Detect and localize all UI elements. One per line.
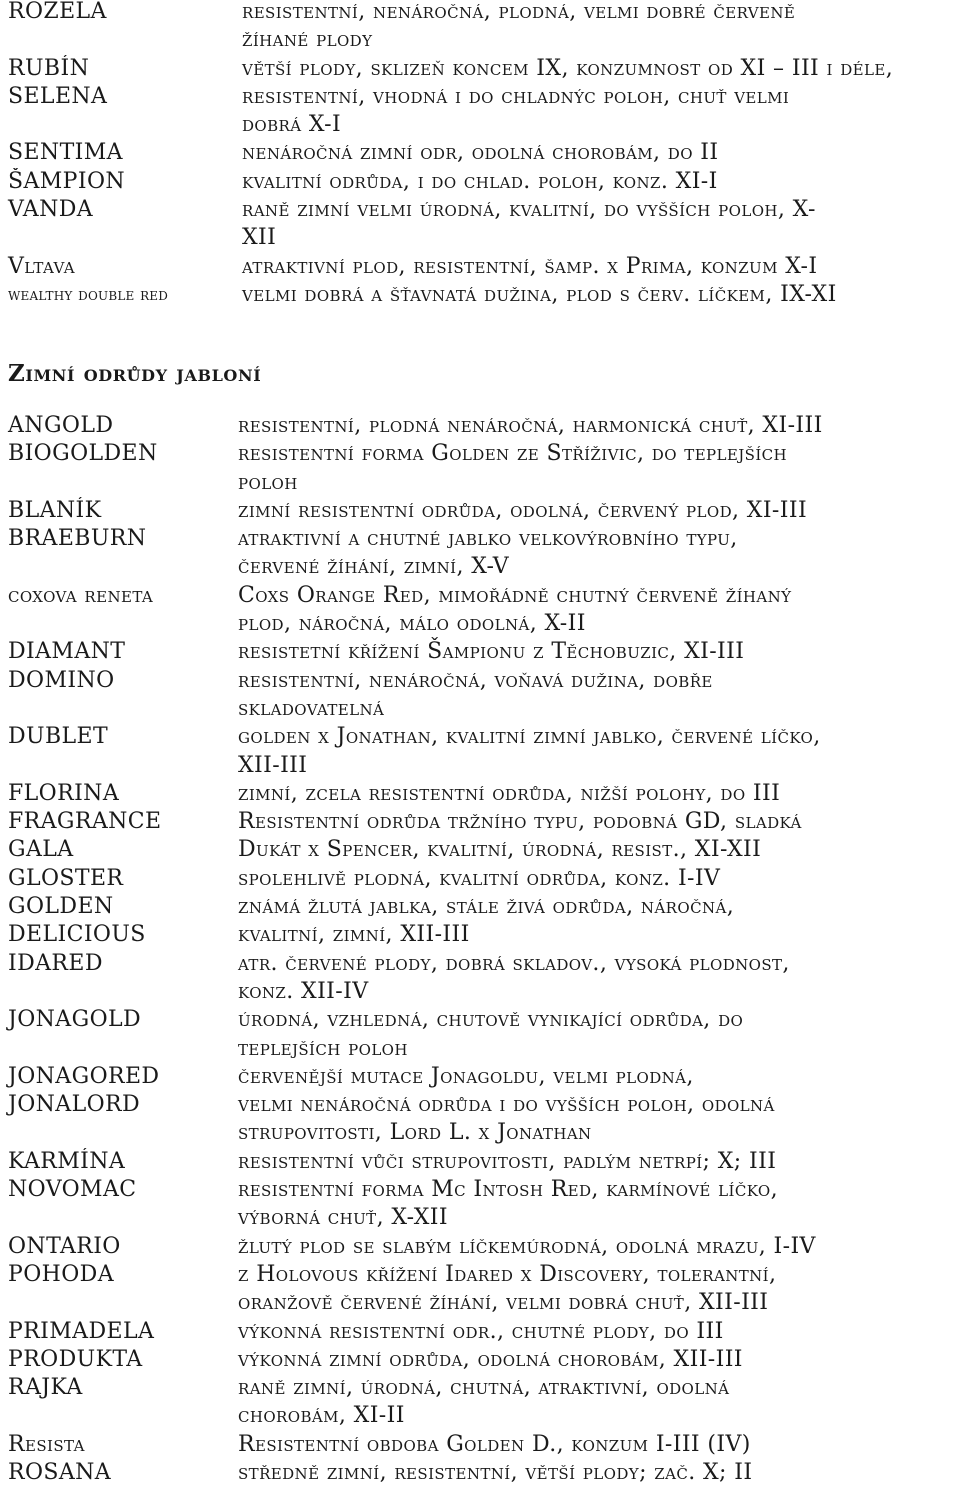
list-item [0, 780, 960, 808]
variety-description: větší plody, sklizeň koncem IX, konzumnost od XI – III i déle, [242, 55, 894, 81]
list-item [0, 1063, 960, 1091]
variety-description: velmi dobrá a šťavnatá dužina, plod s červ. líčkem, IX-XI [242, 281, 837, 307]
variety-name: coxova reneta [8, 582, 154, 608]
variety-description: atr. červené plody, dobrá skladov., vysoká plodnost, konz. XII-IV [238, 950, 790, 1004]
variety-name: ONTARIO [8, 1233, 121, 1259]
variety-description: atraktivní plod, resistentní, šamp. x Prima, konzum X-I [242, 253, 818, 279]
variety-name: RAJKA [8, 1375, 83, 1401]
list-item [0, 497, 960, 525]
variety-name: ŠAMPION [8, 168, 126, 194]
variety-name: POHODA [8, 1261, 114, 1287]
list-item [0, 168, 960, 196]
list-item [0, 1459, 960, 1487]
list-item [0, 1148, 960, 1176]
variety-description: resistentní, nenáročná, plodná, velmi dobré červeně žíhané plody [242, 0, 796, 53]
variety-name: DUBLET [8, 724, 109, 750]
variety-description: raně zimní, úrodná, chutná, atraktivní, odolná chorobám, XI-II [238, 1375, 730, 1429]
list-item [0, 893, 960, 921]
list-item [0, 1233, 960, 1261]
variety-description: golden x Jonathan, kvalitní zimní jablko, červené líčko, XII-III [238, 724, 821, 778]
variety-name: GOLDEN [8, 894, 114, 920]
list-item [0, 1431, 960, 1459]
variety-description: resistentní vůči strupovitosti, padlým netrpí; X; III [238, 1148, 777, 1174]
variety-name: VANDA [8, 197, 94, 223]
list-item [0, 1091, 960, 1148]
variety-description: Dukát x Spencer, kvalitní, úrodná, resist., XI-XII [238, 837, 762, 863]
variety-description: Coxs Orange Red, mimořádně chutný červeně žíhaný plod, náročná, málo odolná, X-II [238, 582, 792, 637]
variety-description: výkonná resistentní odr., chutné plody, do III [238, 1318, 724, 1344]
variety-description: známá žlutá jablka, stále živá odrůda, náročná, [238, 894, 735, 920]
list-item [0, 525, 960, 582]
variety-description: spolehlivě plodná, kvalitní odrůda, konz. I-IV [238, 865, 721, 891]
list-item [0, 667, 960, 724]
variety-description: úrodná, vzhledná, chutově vynikající odrůda, do teplejších poloh [238, 1007, 744, 1061]
variety-description: resistentní, vhodná i do chladnýc poloh, chuť velmi dobrá X-I [242, 83, 790, 138]
variety-name: JONALORD [8, 1092, 141, 1118]
variety-description: atraktivní a chutné jablko velkovýrobního typu, červené žíhání, zimní, X-V [238, 526, 738, 580]
list-item [0, 921, 960, 949]
variety-description: raně zimní velmi úrodná, kvalitní, do vyšších poloh, X- XII [242, 197, 816, 251]
list-item [0, 1346, 960, 1374]
list-item [0, 865, 960, 893]
variety-name: DELICIOUS [8, 922, 146, 948]
variety-name: NOVOMAC [8, 1177, 137, 1203]
variety-name: GALA [8, 837, 74, 863]
variety-name: GLOSTER [8, 865, 124, 891]
variety-name: BRAEBURN [8, 526, 147, 552]
variety-description: červenější mutace Jonagoldu, velmi plodná, [238, 1063, 694, 1089]
variety-name: Resista [8, 1431, 85, 1457]
variety-name: BIOGOLDEN [8, 441, 158, 467]
variety-name: ROZELA [8, 0, 107, 24]
list-item [0, 638, 960, 666]
variety-description: nenáročná zimní odr, odolná chorobám, do II [242, 140, 719, 166]
variety-name: DOMINO [8, 667, 115, 693]
variety-description: resistetní křížení Šampionu z Těchobuzic, XI-III [238, 639, 745, 665]
variety-name: JONAGORED [8, 1063, 160, 1089]
list-item [0, 1318, 960, 1346]
variety-description: zimní resistentní odrůda, odolná, červený plod, XI-III [238, 497, 808, 523]
list-item [0, 723, 960, 780]
variety-description: kvalitní odrůda, i do chlad. poloh, konz. XI-I [242, 168, 718, 194]
variety-name: IDARED [8, 950, 103, 976]
list-item [0, 281, 960, 309]
list-item [0, 196, 960, 253]
variety-name: PRODUKTA [8, 1346, 143, 1372]
variety-name: BLANÍK [8, 497, 102, 523]
variety-name: SENTIMA [8, 140, 123, 166]
list-item [0, 440, 960, 497]
variety-name: FRAGRANCE [8, 809, 162, 835]
variety-name: ANGOLD [8, 413, 114, 438]
list-item [0, 1374, 960, 1431]
variety-name: FLORINA [8, 780, 120, 806]
section-heading: Zimní odrůdy jabloní [8, 360, 262, 387]
variety-name: wealthy double red [8, 284, 169, 305]
variety-description: Resistentní obdoba Golden D., konzum I-III (IV) [238, 1431, 751, 1457]
list-item [0, 1176, 960, 1233]
list-item [0, 253, 960, 281]
variety-description: resistentní forma Mc Intosh Red, karmínové líčko, výborná chuť, X-XII [238, 1177, 779, 1231]
list-item [0, 0, 960, 55]
list-item [0, 1261, 960, 1318]
list-item [0, 139, 960, 167]
variety-name: DIAMANT [8, 639, 126, 665]
variety-description: resistentní, nenáročná, voňavá dužina, dobře skladovatelná [238, 667, 713, 721]
variety-name: JONAGOLD [8, 1007, 142, 1033]
variety-description: resistentní forma Golden ze Stříživic, do teplejších poloh [238, 441, 788, 495]
list-item [0, 55, 960, 83]
list-item [0, 582, 960, 639]
variety-description: z Holovous křížení Idared x Discovery, tolerantní, oranžově červené žíhání, velmi dobrá chuť, XII-III [238, 1261, 777, 1316]
variety-name: PRIMADELA [8, 1318, 155, 1344]
variety-list-top [0, 0, 960, 309]
list-item [0, 1006, 960, 1063]
variety-description: velmi nenáročná odrůda i do vyšších poloh, odolná strupovitosti, Lord L. x Jonathan [238, 1092, 775, 1146]
list-item [0, 950, 960, 1007]
list-item [0, 83, 960, 140]
list-item [0, 412, 960, 440]
variety-description: kvalitní, zimní, XII-III [238, 922, 470, 948]
variety-description: Resistentní odrůda tržního typu, podobná GD, sladká [238, 809, 802, 835]
variety-name: KARMÍNA [8, 1148, 126, 1174]
variety-name: SELENA [8, 83, 108, 109]
variety-name: RUBÍN [8, 55, 90, 81]
variety-description: středně zimní, resistentní, větší plody; zač. X; II [238, 1459, 753, 1485]
variety-description: výkonná zimní odrůda, odolná chorobám, XII-III [238, 1346, 743, 1372]
variety-list-winter [0, 412, 960, 1487]
variety-description: resistentní, plodná nenáročná, harmonická chuť, XI-III [238, 413, 823, 438]
variety-description: zimní, zcela resistentní odrůda, nižší polohy, do III [238, 780, 781, 806]
list-item [0, 808, 960, 836]
list-item [0, 836, 960, 864]
variety-name: ROSANA [8, 1459, 112, 1485]
variety-name: Vltava [8, 253, 75, 279]
variety-description: žlutý plod se slabým líčkemúrodná, odolná mrazu, I-IV [238, 1233, 816, 1259]
